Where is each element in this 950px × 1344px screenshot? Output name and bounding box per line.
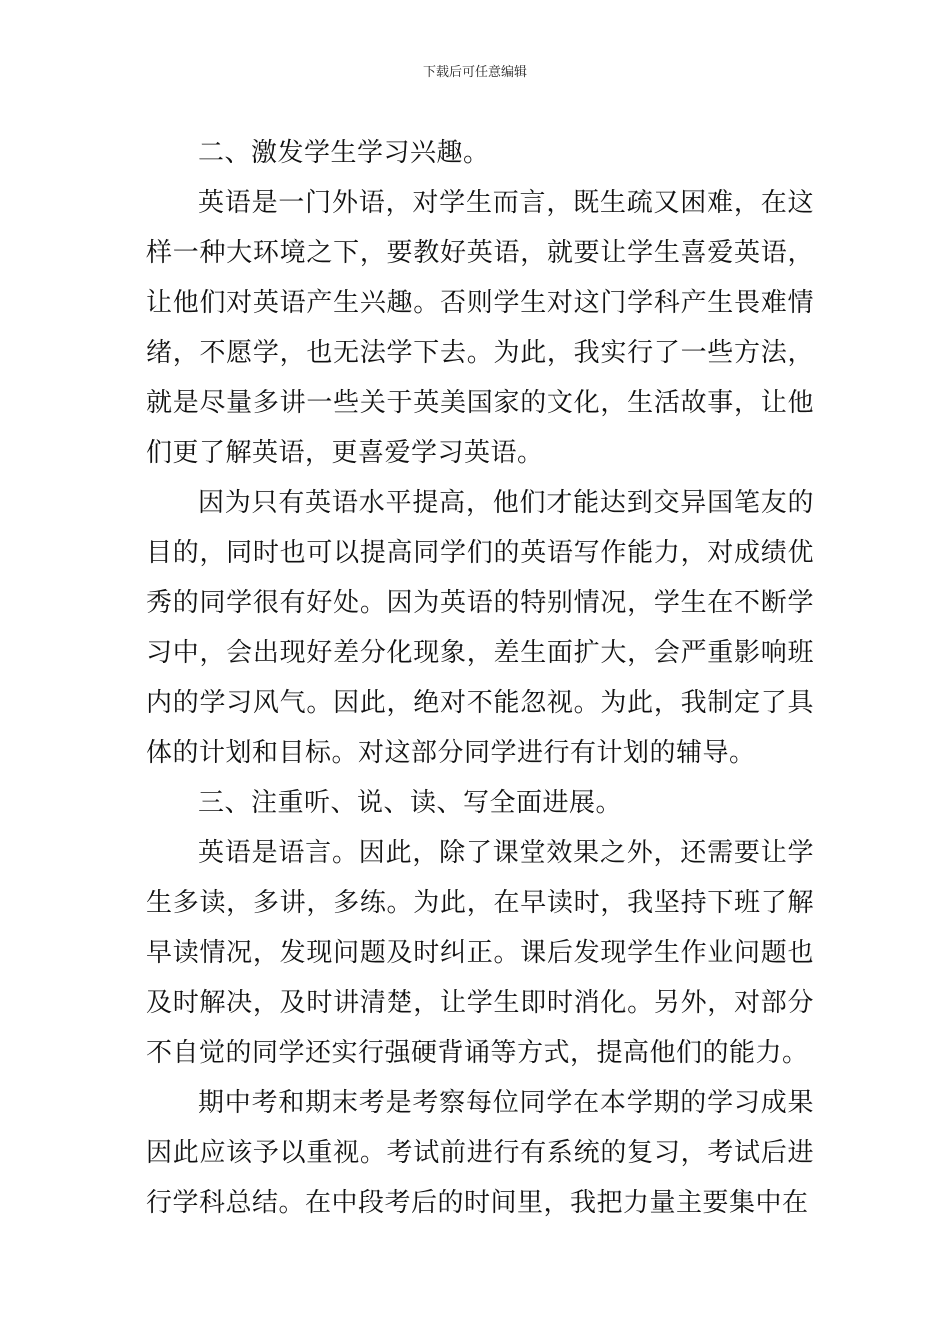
paragraph: 英语是一门外语，对学生而言，既生疏又困难，在这样一种大环境之下，要教好英语，就要让学生喜爱英语，让他们对英语产生兴趣。否则学生对这门学科产生畏难情绪，不愿学，也无法学下去。为此，我实行了一些方法，就是尽量多讲一些关于英美国家的文化，生活故事，让他们更了解英语，更喜爱学习英语。	[146, 188, 814, 468]
section-heading: 三、注重听、说、读、写全面进展。	[198, 788, 623, 818]
document-body	[146, 128, 814, 1228]
paragraph: 英语是语言。因此，除了课堂效果之外，还需要让学生多读，多讲，多练。为此，在早读时，我坚持下班了解早读情况，发现问题及时纠正。课后发现学生作业问题也及时解决，及时讲清楚，让学生即时消化。另外，对部分不自觉的同学还实行强硬背诵等方式，提高他们的能力。	[146, 838, 814, 1068]
page-header: 下载后可任意编辑	[422, 65, 527, 80]
paragraph: 因为只有英语水平提高，他们才能达到交异国笔友的目的，同时也可以提高同学们的英语写作能力，对成绩优秀的同学很有好处。因为英语的特别情况，学生在不断学习中，会出现好差分化现象，差生面扩大，会严重影响班内的学习风气。因此，绝对不能忽视。为此，我制定了具体的计划和目标。对这部分同学进行有计划的辅导。	[146, 488, 814, 768]
section-heading: 二、激发学生学习兴趣。	[198, 138, 490, 168]
paragraph: 期中考和期末考是考察每位同学在本学期的学习成果因此应该予以重视。考试前进行有系统的复习，考试后进行学科总结。在中段考后的时间里，我把力量主要集中在	[146, 1088, 814, 1218]
